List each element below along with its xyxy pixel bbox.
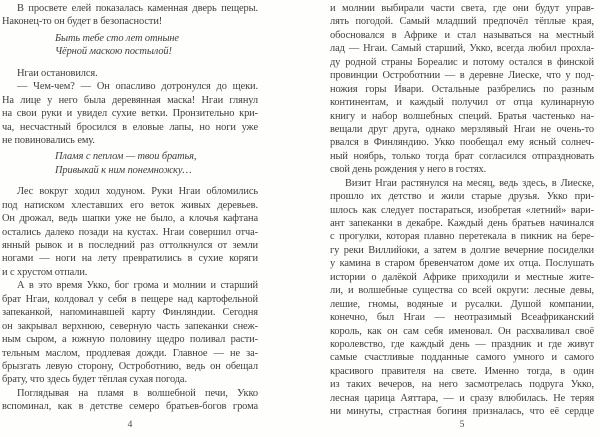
text-line: лять погодой. Самый младший предпочёл тёплые края, [330, 16, 594, 28]
text-line: Визит Нгаи растянулся на месяц, ведь здесь, в Лиеске, [345, 177, 594, 189]
text-line: на свои руки и увидел сухие ветки. Пронзительно кри- [2, 108, 258, 120]
text-line: шлось как следует постараться, изобретая «летний» вари- [330, 204, 594, 216]
verse-line: Привыкай к ним понемножку… [55, 164, 192, 176]
text-line: Поглядывая на пламя в волшебной печи, Укко [17, 387, 258, 399]
verse-block [55, 150, 258, 177]
page-number-right: 5 [459, 420, 465, 430]
text-line: свой день рождения у него в гостях. [330, 164, 487, 176]
paragraph [330, 177, 594, 419]
text-line: самые счастливые подданные самого умного и самого [330, 352, 594, 364]
text-line: конечно, был Нгаи — неотразимый Всеафриканский [330, 312, 594, 324]
verse-block [55, 32, 258, 59]
text-line: Лес вокруг ходил ходуном. Руки Нгаи обломились [17, 186, 258, 198]
text-line: В просвете елей показалась каменная дверь пещеры. [17, 3, 258, 14]
text-line: тельным маслом, продлевая дожди. Главное — не за- [2, 347, 258, 359]
page-left-text [2, 2, 258, 414]
text-line: ант запеканки в декабре. Каждый день братьев начинался [330, 218, 594, 229]
paragraph [330, 2, 594, 177]
text-line: ни минуты, страстная богиня призналась, что её сердце [330, 406, 594, 418]
text-line: книгу и набор волшебных специй. Братья частенько на- [330, 110, 594, 122]
text-line: На лице у него была деревянная маска! Нгаи глянул [2, 94, 258, 106]
text-line: ножия горы И́вари. Остальные разбрелись по разным [330, 83, 594, 95]
paragraph [2, 67, 258, 80]
paragraph [2, 185, 258, 279]
page-number-left: 4 [127, 420, 133, 430]
verse-line: Чёрной маскою постылой! [55, 46, 172, 58]
text-line: и молнии выбирали части света, где они будут управ- [330, 3, 594, 14]
text-line: янный рывок и в последний раз оттолкнулся от земли [2, 240, 258, 251]
text-line: ду родной страны Бореалис и потому остался в финской [330, 56, 594, 68]
text-line: обосновался в Африке и стал называться на местный [330, 29, 594, 41]
text-line: истории о далёкой Африке приходили и местные жите- [330, 271, 594, 283]
text-line: лад — Нгаи. Самый старший, Укко, всегда любил прохла- [330, 43, 594, 55]
page-right-text [330, 2, 594, 419]
text-line: у камина в старом бревенчатом доме их отца. Послушать [330, 258, 594, 270]
paragraph [2, 80, 258, 147]
paragraph [2, 279, 258, 387]
text-line: красивого правителя на свете. Именно тогда, в один [330, 365, 594, 377]
text-line: рвался в Финляндию. Укко пообещал ему ясный солнеч- [330, 137, 594, 149]
paragraph [2, 387, 258, 414]
text-line: королевство, где каждый день — праздник и где живут [330, 338, 594, 350]
verse-line: Пламя с пеплом — твои братья, [55, 151, 197, 163]
text-line: под натиском хлеставших его веток живых деревьев. [2, 199, 258, 211]
verse-line: Быть тебе сто лет отныне [55, 32, 179, 44]
text-line: Нгаи остановился. [17, 67, 98, 79]
text-line: лешие, гномы, водяные и русалки. Душой компании, [330, 298, 594, 310]
text-line: континентам, и каждый получил от отца кулинарную [330, 97, 594, 109]
text-line: король, как он сам себя именовал. Он расхваливал своё [330, 325, 594, 337]
text-line: вещали друг друга, однако мерзлявый Нгаи не очень-то [330, 123, 594, 135]
text-line: гу реки Виллийоки, а затем в долгие вечерние посиделки [330, 244, 594, 256]
text-line: он закрывал верхнюю, северную часть запеканки снеж- [2, 320, 258, 332]
text-line: брату, что здесь будет тёплая сухая погода. [2, 374, 187, 386]
text-line: ногами — ноги на лету превратились в сухие коряги [2, 253, 258, 265]
paragraph [2, 2, 258, 29]
text-line: ный ноябрь, только тогда брат согласился отпраздновать [330, 150, 594, 162]
text-line: ча, несчастный бросился в еловые лапы, но ноги уже [2, 121, 258, 133]
text-line: вспоминал, как в детстве семеро братьев-богов грома [2, 401, 258, 413]
text-line: не повиновались ему. [2, 134, 95, 146]
text-line: остались далеко позади на кустах. Нгаи совершил отча- [2, 226, 258, 238]
text-line: А в это время Укко, бог грома и молнии и старший [17, 280, 258, 292]
text-line: с прогулки, которая плавно перетекала в пикник на бере- [330, 231, 594, 243]
text-line: лесная царица Аяттара, — и сразу влюбилась. Не теряя [330, 392, 594, 404]
text-line: Он дрожал, ведь шапки уже не было, а клочья кафтана [2, 213, 258, 225]
text-line: и с хрустом отпали. [2, 266, 88, 278]
text-line: запеканкой, напоминавшей карту Финляндии. Сегодня [2, 307, 258, 319]
text-line: провинции Остроботнии — в деревне Лиеске, что у под- [330, 70, 594, 82]
text-line: брызгать левую сторону, Остроботнию, ведь он обещал [2, 360, 258, 372]
text-line: ли, и волшебные существа со всей округи: лесные девы, [330, 285, 594, 297]
text-line: Наконец-то он будет в безопасности! [2, 16, 163, 28]
text-line: прошло их детство и жили старые друзья. Укко при- [330, 191, 594, 203]
page-left [2, 2, 258, 435]
text-line: — Чем-чем? — Он опасливо дотронулся до щеки. [17, 81, 258, 93]
text-line: из таких вечеров, на него засмотрелась подруга Укко, [330, 379, 594, 391]
page-right [330, 2, 594, 435]
text-line: ным сыром, а южную половину щедро поливал расти- [2, 334, 258, 346]
text-line: брат Нгаи, колдовал у себя в пещере над картофельной [2, 293, 258, 305]
